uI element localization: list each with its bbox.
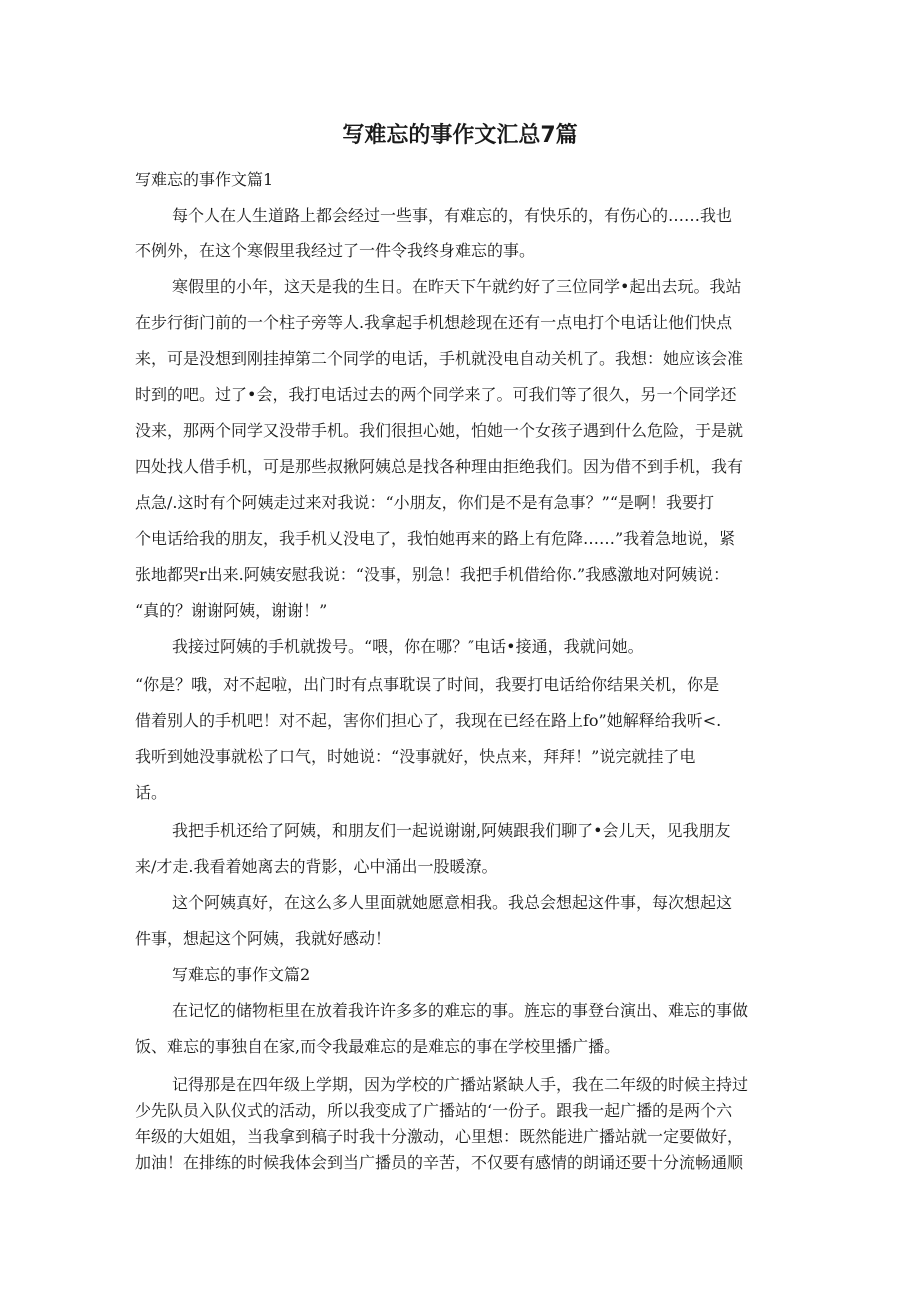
paragraph-line: 我把手机还给了阿姨，和朋友们一起说谢谢,阿姨跟我们聊了•会儿天，见我朋友	[172, 821, 731, 840]
section-heading: 写难忘的事作文篇1	[135, 170, 274, 189]
paragraph-line: 寒假里的小年，这天是我的生日。在昨天下午就约好了三位同学•起出去玩。我站	[172, 277, 742, 296]
paragraph-line: 借着别人的手机吧！对不起，害你们担心了，我现在已经在路上fo”她解释给我听<.	[135, 711, 722, 730]
paragraph-line: 记得那是在四年级上学期，因为学校的广播站紧缺人手，我在二年级的时候主持过	[172, 1075, 749, 1094]
paragraph-line: 加油！在排练的时候我体会到当广播员的辛苦，不仅要有感情的朗诵还要十分流畅通顺	[135, 1153, 744, 1172]
paragraph-line: “真的？谢谢阿姨，谢谢！”	[135, 601, 328, 620]
paragraph-line: 个电话给我的朋友，我手机乂没电了，我怕她再来的路上有危降……”我着急地说，紧	[135, 529, 736, 548]
paragraph-line: 时到的吧。过了•会，我打电话过去的两个同学来了。可我们等了很久，另一个同学还	[135, 385, 737, 404]
paragraph-line: 话。	[135, 783, 168, 802]
paragraph-line: 来，可是没想到刚挂掉第二个同学的电话，手机就没电自动关机了。我想：她应该会准	[135, 349, 744, 368]
paragraph-line: 饭、难忘的事独自在家,而令我最难忘的是难忘的事在学校里播广播。	[135, 1037, 621, 1056]
paragraph-line: 来/才走.我看着她离去的背影，心中涌出一股暖潦。	[135, 857, 498, 876]
paragraph-line: 件事，想起这个阿姨，我就好感动！	[135, 929, 392, 948]
paragraph-line: 在步行街门前的一个柱子旁等人.我拿起手机想趁现在还有一点电打个电话让他们快点	[135, 313, 733, 332]
paragraph-line: 点急/.这时有个阿姨走过来对我说：“小朋友，你们是不是有急事？”“是啊！我要打	[135, 493, 715, 512]
paragraph-line: 我听到她没事就松了口气，时她说：“没事就好，快点来，拜拜！”说完就挂了电	[135, 747, 696, 766]
paragraph-line: 每个人在人生道路上都会经过一些事，有难忘的，有快乐的，有伤心的……我也	[172, 206, 733, 225]
paragraph-line: 没来，那两个同学又没带手机。我们很担心她，怕她一个女孩子遇到什么危险，于是就	[135, 421, 744, 440]
page-title: 写难忘的事作文汇总7篇	[342, 123, 578, 148]
paragraph-line: 张地都哭r出来.阿姨安慰我说：“没事，别急！我把手机借给你.”我感激地对阿姨说：	[135, 565, 730, 584]
paragraph-line: 在记忆的储物柜里在放着我许许多多的难忘的事。旌忘的事登台演出、难忘的事做	[172, 1001, 749, 1020]
paragraph-line: 四处找人借手机，可是那些叔揪阿姨总是找各种理由拒绝我们。因为借不到手机，我有	[135, 457, 744, 476]
paragraph-line: 少先队员入队仪式的活动，所以我变成了广播站的‘一份子。跟我一起广播的是两个六	[135, 1101, 733, 1120]
paragraph-line: 我接过阿姨的手机就拨号。“喂，你在哪？″电话•接通，我就问她。	[172, 637, 644, 656]
paragraph-line: 年级的大姐姐，当我拿到稿子时我十分激动，心里想：既然能进广播站就一定要做好，	[135, 1127, 744, 1146]
paragraph-line: 这个阿姨真好，在这么多人里面就她愿意相我。我总会想起这件事，每次想起这	[172, 893, 733, 912]
section-heading: 写难忘的事作文篇2	[172, 965, 311, 984]
paragraph-line: “你是？哦，对不起啦，出门时有点事耽误了时间，我要打电话给你结果关机，你是	[135, 675, 720, 694]
paragraph-line: 不例外，在这个寒假里我经过了一件令我终身难忘的事。	[135, 241, 536, 260]
